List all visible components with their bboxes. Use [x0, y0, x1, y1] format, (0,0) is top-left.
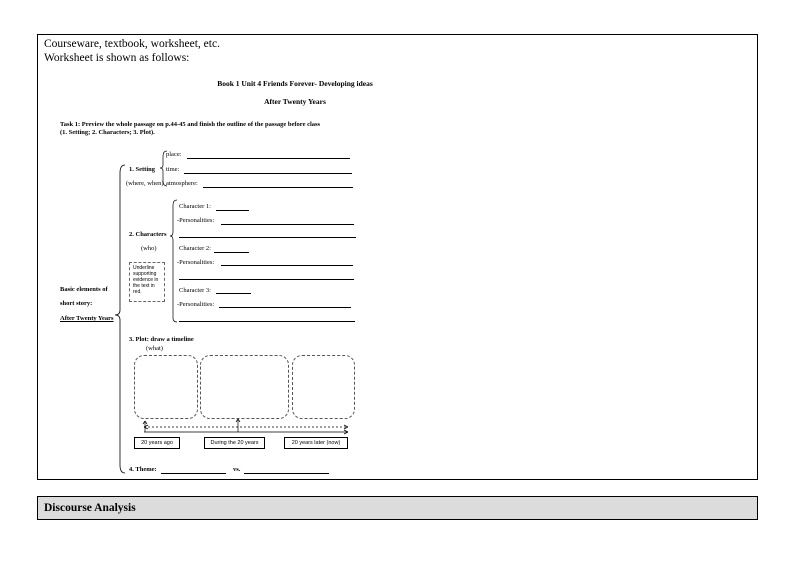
time-blank[interactable] — [184, 173, 352, 174]
character-1-blank[interactable] — [216, 210, 249, 211]
character-3-personalities: -Personalities: — [177, 301, 215, 308]
personalities-1-blank[interactable] — [221, 224, 354, 225]
timeline-label-1: 20 years ago — [134, 437, 180, 449]
character-3-blank[interactable] — [216, 293, 251, 294]
intro-line-2: Worksheet is shown as follows: — [44, 52, 190, 64]
main-bracket — [115, 165, 127, 475]
plot-sub: (what) — [146, 345, 163, 352]
short-story-label: short story: — [60, 300, 93, 307]
place-label: place: — [166, 151, 182, 158]
underline-note: Underline supporting evidence in the text in red. — [129, 262, 165, 302]
personalities-3-blank[interactable] — [219, 307, 351, 308]
character-2-label: Character 2: — [179, 245, 211, 252]
setting-sub: (where, when) — [126, 180, 164, 187]
atmosphere-label: atmosphere: — [166, 180, 198, 187]
theme-blank-2[interactable] — [244, 473, 329, 474]
worksheet-subtitle: After Twenty Years — [264, 97, 326, 106]
personalities-3-blank-2[interactable] — [179, 321, 355, 322]
theme-vs: vs. — [233, 466, 241, 473]
timeline-box-1[interactable] — [134, 355, 198, 419]
place-blank[interactable] — [187, 158, 350, 159]
personalities-1-blank-2[interactable] — [179, 237, 356, 238]
character-1-personalities: -Personalities: — [177, 217, 215, 224]
personalities-2-blank[interactable] — [221, 265, 353, 266]
task-line-1: Task 1: Preview the whole passage on p.44-45 and finish the outline of the passage before class — [60, 121, 321, 128]
task-line-2: (1. Setting; 2. Characters; 3. Plot). — [60, 129, 155, 136]
timeline-box-3[interactable] — [292, 355, 355, 419]
character-2-personalities: -Personalities: — [177, 259, 215, 266]
worksheet-title: Book 1 Unit 4 Friends Forever- Developing ideas — [217, 79, 373, 88]
discourse-analysis-bar: Discourse Analysis — [37, 496, 758, 520]
character-3-label: Character 3: — [179, 287, 211, 294]
timeline-box-2[interactable] — [200, 355, 289, 419]
theme-blank-1[interactable] — [161, 473, 226, 474]
basic-elements-label: Basic elements of — [60, 286, 108, 293]
story-title-label: After Twenty Years — [60, 315, 114, 322]
timeline-label-3: 20 years later (now) — [284, 437, 348, 449]
atmosphere-blank[interactable] — [203, 187, 353, 188]
personalities-2-blank-2[interactable] — [179, 279, 354, 280]
characters-sub: (who) — [141, 245, 157, 252]
time-label: time: — [166, 166, 180, 173]
timeline-label-2: During the 20 years — [204, 437, 265, 449]
theme-label: 4. Theme: — [129, 466, 157, 473]
character-1-label: Character 1: — [179, 203, 211, 210]
setting-label: 1. Setting — [129, 166, 155, 173]
intro-line-1: Courseware, textbook, worksheet, etc. — [44, 38, 220, 50]
plot-label: 3. Plot: draw a timeline — [129, 336, 194, 343]
timeline-arrows — [140, 418, 355, 438]
characters-label: 2. Characters — [129, 231, 167, 238]
character-2-blank[interactable] — [214, 252, 249, 253]
